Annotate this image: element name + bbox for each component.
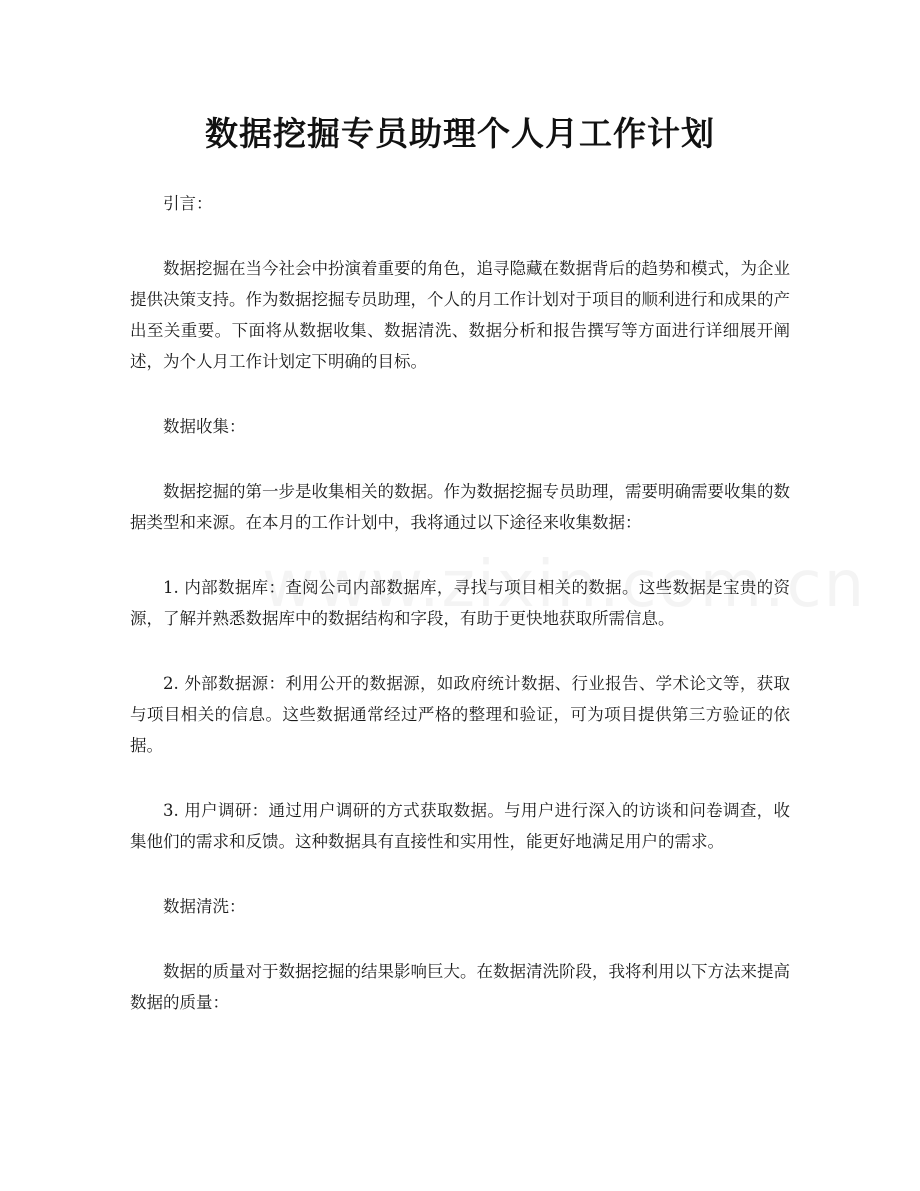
list-item-user-research: 3. 用户调研：通过用户调研的方式获取数据。与用户进行深入的访谈和问卷调查，收集他们的需求和反馈。这种数据具有直接性和实用性，能更好地满足用户的需求。 (130, 801, 790, 851)
document-title: 数据挖掘专员助理个人月工作计划 (205, 114, 715, 153)
paragraph-intro-heading: 引言： (163, 194, 213, 213)
list-item-internal-database: 1. 内部数据库：查阅公司内部数据库，寻找与项目相关的数据。这些数据是宝贵的资源，了解并熟悉数据库中的数据结构和字段，有助于更快地获取所需信息。 (130, 578, 790, 628)
paragraph-collection-heading: 数据收集： (163, 417, 246, 436)
paragraph-intro-text: 数据挖掘在当今社会中扮演着重要的角色，追寻隐藏在数据背后的趋势和模式，为企业提供决策支持。作为数据挖掘专员助理，个人的月工作计划对于项目的顺利进行和成果的产出至关重要。下面将从数据收集、数据清洗、数据分析和报告撰写等方面进行详细展开阐述，为个人月工作计划定下明确的目标。 (130, 259, 790, 371)
document-body (130, 188, 790, 1052)
paragraph-cleaning-heading: 数据清洗： (163, 897, 246, 916)
paragraph-cleaning-text: 数据的质量对于数据挖掘的结果影响巨大。在数据清洗阶段，我将利用以下方法来提高数据的质量： (130, 962, 790, 1012)
list-item-external-source: 2. 外部数据源：利用公开的数据源，如政府统计数据、行业报告、学术论文等，获取与项目相关的信息。这些数据通常经过严格的整理和验证，可为项目提供第三方验证的依据。 (130, 674, 790, 755)
paragraph-collection-text: 数据挖掘的第一步是收集相关的数据。作为数据挖掘专员助理，需要明确需要收集的数据类型和来源。在本月的工作计划中，我将通过以下途径来收集数据： (130, 482, 790, 532)
